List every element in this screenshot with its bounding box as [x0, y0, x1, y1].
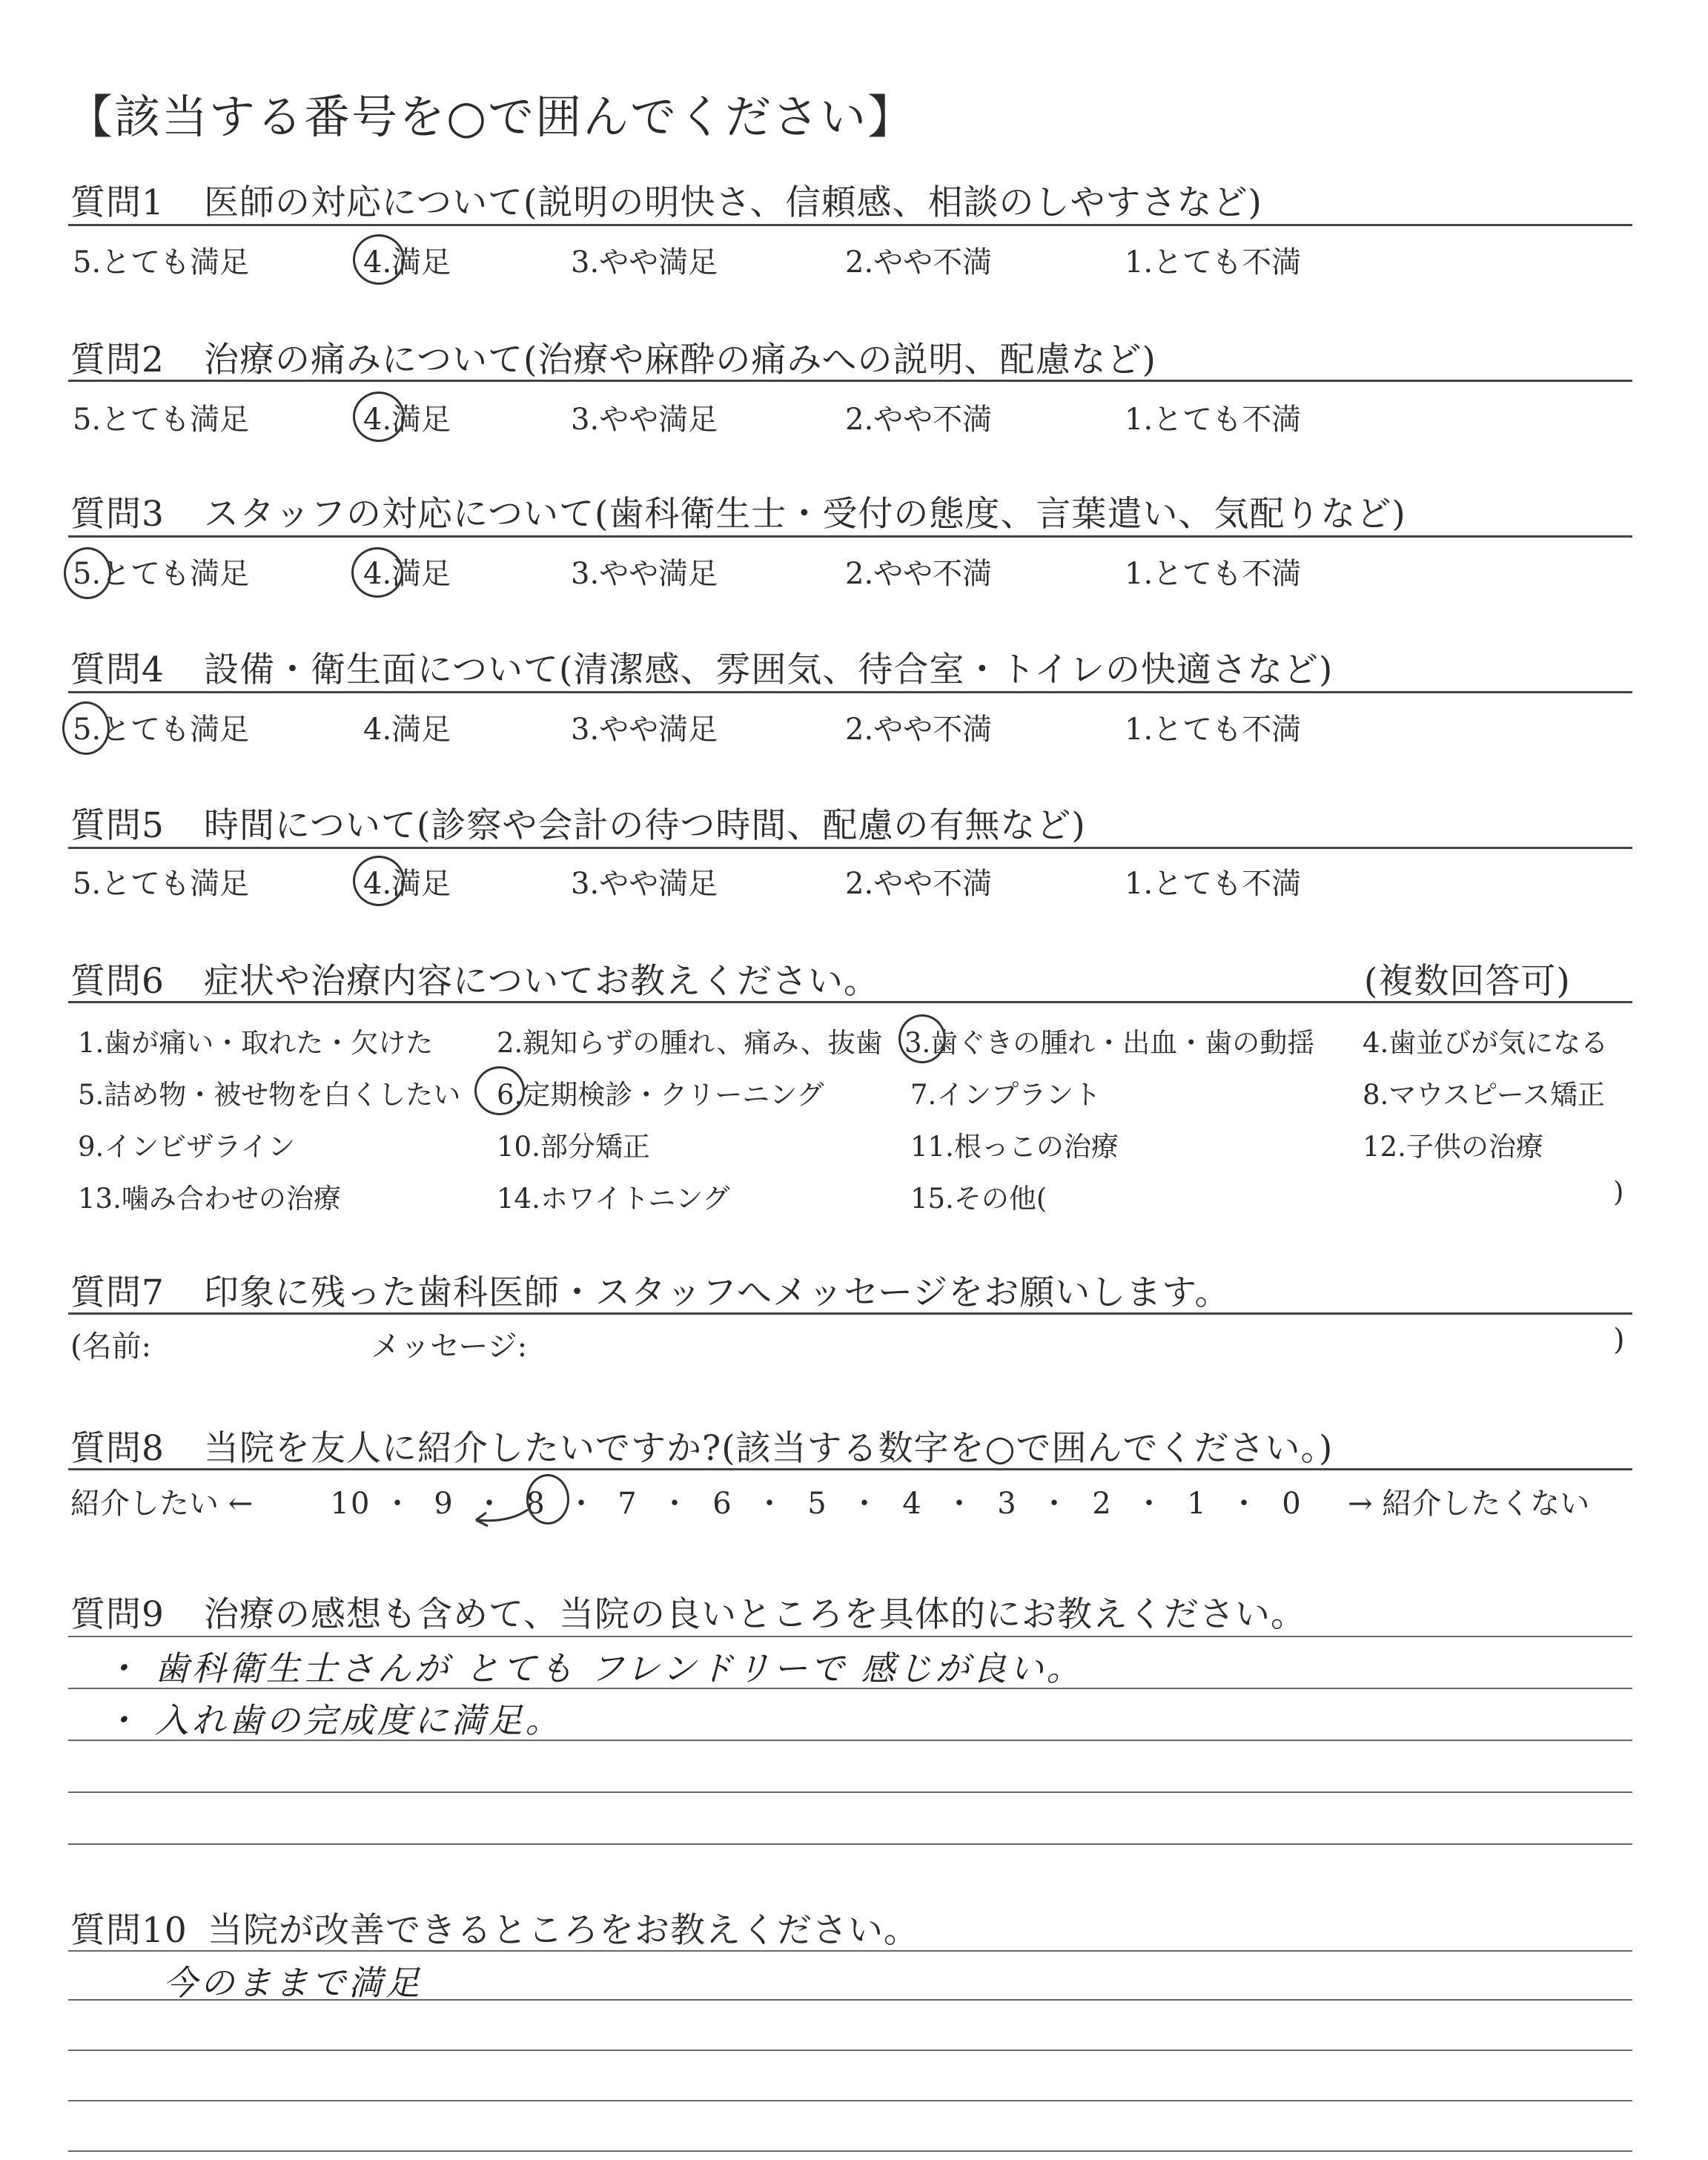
question-text: 当院を友人に紹介したいですか?(該当する数字を○で囲んでください。)	[204, 1428, 1334, 1469]
question-number: 質問4	[70, 650, 165, 690]
scale-3[interactable]: 3	[997, 1487, 1018, 1521]
question-2-heading	[70, 332, 1156, 382]
scale-dot: ・	[383, 1487, 414, 1521]
q3-option-5[interactable]: 5.とても満足	[73, 557, 250, 591]
question-10-heading	[70, 1903, 919, 1952]
q3-option-1[interactable]: 1.とても不満	[1125, 557, 1302, 591]
scale-dot: ・	[660, 1487, 691, 1521]
q6-item-1[interactable]: 1.歯が痛い・取れた・欠けた	[78, 1027, 434, 1059]
question-5-heading	[70, 798, 1086, 848]
q6-item-3[interactable]: 3.歯ぐきの腫れ・出血・歯の動揺	[904, 1027, 1315, 1059]
answer-line	[68, 2100, 1632, 2101]
q1-option-3[interactable]: 3.やや満足	[571, 245, 718, 280]
q5-option-5[interactable]: 5.とても満足	[73, 867, 250, 901]
handwritten-arrow-icon	[471, 1505, 531, 1530]
question-3-heading	[70, 486, 1406, 536]
scale-7[interactable]: 7	[618, 1487, 638, 1521]
q4-option-3[interactable]: 3.やや満足	[571, 713, 718, 747]
q6-item-7[interactable]: 7.インプラント	[910, 1079, 1102, 1111]
question-number: 質問7	[70, 1272, 165, 1313]
q1-option-4[interactable]: 4.満足	[363, 245, 451, 280]
q6-item-6[interactable]: 6.定期検診・クリーニング	[497, 1079, 824, 1111]
divider	[68, 535, 1632, 538]
scale-dot: ・	[1039, 1487, 1070, 1521]
scale-9[interactable]: 9	[434, 1487, 454, 1521]
q6-item-15[interactable]: 15.その他(	[910, 1183, 1047, 1215]
handwritten-answer: 今のままで満足	[163, 1963, 423, 2003]
q6-item-10[interactable]: 10.部分矯正	[497, 1131, 650, 1163]
question-text: スタッフの対応について(歯科衛生士・受付の態度、言葉遣い、気配りなど)	[204, 494, 1406, 535]
question-number: 質問2	[70, 340, 165, 380]
question-number: 質問1	[70, 182, 165, 223]
scale-6[interactable]: 6	[712, 1487, 733, 1521]
recommend-left-label: 紹介したい ←	[70, 1487, 254, 1521]
question-text: 治療の感想も含めて、当院の良いところを具体的にお教えください。	[204, 1594, 1307, 1635]
q2-option-2[interactable]: 2.やや不満	[845, 403, 993, 437]
scale-8[interactable]: 8	[526, 1487, 546, 1521]
q1-option-2[interactable]: 2.やや不満	[845, 245, 993, 280]
answer-line	[68, 2150, 1632, 2152]
q4-option-2[interactable]: 2.やや不満	[845, 713, 993, 747]
question-text: 治療の痛みについて(治療や麻酔の痛みへの説明、配慮など)	[204, 340, 1156, 380]
question-text: 医師の対応について(説明の明快さ、信頼感、相談のしやすさなど)	[204, 182, 1262, 223]
question-text: 印象に残った歯科医師・スタッフへメッセージをお願いします。	[204, 1272, 1231, 1313]
q6-item-14[interactable]: 14.ホワイトニング	[497, 1183, 730, 1215]
q3-option-3[interactable]: 3.やや満足	[571, 557, 718, 591]
scale-dot: ・	[850, 1487, 881, 1521]
question-number: 質問10	[70, 1910, 188, 1951]
scale-dot: ・	[1229, 1487, 1260, 1521]
scale-0[interactable]: 0	[1282, 1487, 1302, 1521]
scale-1[interactable]: 1	[1187, 1487, 1208, 1521]
handwritten-answer: ・ 歯科衛生士さんが とても フレンドリーで 感じが良い。	[104, 1648, 1084, 1688]
q5-option-1[interactable]: 1.とても不満	[1125, 867, 1302, 901]
question-text: 当院が改善できるところをお教えください。	[208, 1910, 919, 1951]
scale-dot: ・	[944, 1487, 976, 1521]
scale-dot: ・	[474, 1487, 506, 1521]
question-number: 質問9	[70, 1594, 165, 1635]
scale-dot: ・	[1134, 1487, 1165, 1521]
question-9-heading	[70, 1587, 1306, 1636]
question-1-heading	[70, 175, 1262, 225]
q4-option-1[interactable]: 1.とても不満	[1125, 713, 1302, 747]
scale-dot: ・	[755, 1487, 786, 1521]
question-number: 質問8	[70, 1428, 165, 1469]
answer-line	[68, 2050, 1632, 2051]
question-text: 症状や治療内容についてお教えください。	[204, 961, 880, 1002]
scale-2[interactable]: 2	[1092, 1487, 1113, 1521]
divider	[68, 1001, 1632, 1003]
recommend-right-label: → 紹介したくない	[1348, 1487, 1590, 1521]
question-number: 質問6	[70, 961, 165, 1002]
q6-item-9[interactable]: 9.インビザライン	[78, 1131, 296, 1163]
q2-option-1[interactable]: 1.とても不満	[1125, 403, 1302, 437]
question-number: 質問5	[70, 805, 165, 846]
q5-option-4[interactable]: 4.満足	[363, 867, 451, 901]
page-title: 【該当する番号を○で囲んでください】	[67, 90, 916, 144]
q6-other-close-paren: )	[1613, 1176, 1624, 1208]
q2-option-5[interactable]: 5.とても満足	[73, 403, 250, 437]
q5-option-3[interactable]: 3.やや満足	[571, 867, 718, 901]
q6-item-8[interactable]: 8.マウスピース矯正	[1363, 1079, 1605, 1111]
message-label: メッセージ:	[371, 1330, 528, 1364]
divider	[68, 380, 1632, 382]
q3-option-4[interactable]: 4.満足	[363, 557, 451, 591]
q1-option-5[interactable]: 5.とても満足	[73, 245, 250, 280]
divider	[68, 691, 1632, 693]
message-close-paren: )	[1613, 1323, 1625, 1357]
question-7-heading	[70, 1265, 1230, 1315]
handwritten-answer: ・ 入れ歯の完成度に満足。	[104, 1700, 563, 1740]
question-text: 時間について(診察や会計の待つ時間、配慮の有無など)	[204, 805, 1086, 846]
q2-option-3[interactable]: 3.やや満足	[571, 403, 718, 437]
q6-item-2[interactable]: 2.親知らずの腫れ、痛み、抜歯	[497, 1027, 883, 1059]
question-6-heading	[70, 954, 879, 1003]
q6-item-13[interactable]: 13.噛み合わせの治療	[78, 1183, 341, 1215]
q6-item-4[interactable]: 4.歯並びが気になる	[1363, 1027, 1609, 1059]
answer-line	[68, 1843, 1632, 1845]
q2-option-4[interactable]: 4.満足	[363, 403, 451, 437]
scale-5[interactable]: 5	[807, 1487, 828, 1521]
q3-option-2[interactable]: 2.やや不満	[845, 557, 993, 591]
question-text: 設備・衛生面について(清潔感、雰囲気、待合室・トイレの快適さなど)	[204, 650, 1334, 690]
answer-line	[68, 1791, 1632, 1793]
answer-line	[68, 1950, 1632, 1952]
question-number: 質問3	[70, 494, 165, 535]
question-4-heading	[70, 642, 1333, 692]
divider	[68, 1468, 1632, 1470]
question-8-heading	[70, 1421, 1333, 1470]
multiple-answers-note: (複数回答可)	[1364, 961, 1571, 1002]
q4-option-5[interactable]: 5.とても満足	[73, 713, 250, 747]
q5-option-2[interactable]: 2.やや不満	[845, 867, 993, 901]
q1-option-1[interactable]: 1.とても不満	[1125, 245, 1302, 280]
divider	[68, 224, 1632, 226]
divider	[68, 847, 1632, 849]
q6-item-11[interactable]: 11.根っこの治療	[910, 1131, 1119, 1163]
q4-option-4[interactable]: 4.満足	[363, 713, 451, 747]
q6-item-5[interactable]: 5.詰め物・被せ物を白くしたい	[78, 1079, 461, 1111]
scale-4[interactable]: 4	[902, 1487, 923, 1521]
answer-line	[68, 1636, 1632, 1637]
name-label: (名前:	[70, 1330, 152, 1364]
scale-10[interactable]: 10	[330, 1487, 371, 1521]
q6-item-12[interactable]: 12.子供の治療	[1363, 1131, 1543, 1163]
divider	[68, 1312, 1632, 1315]
scale-dot: ・	[566, 1487, 598, 1521]
